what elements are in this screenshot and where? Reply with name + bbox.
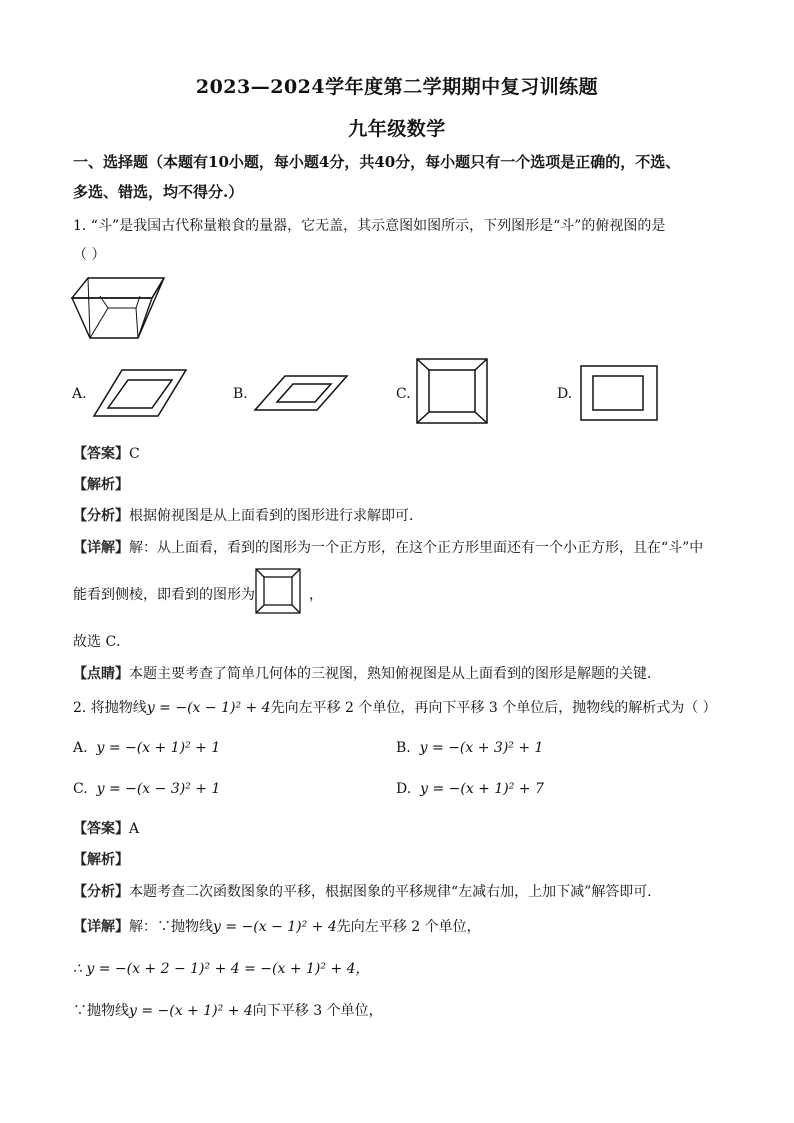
dou-3d-figure bbox=[70, 276, 166, 342]
q2-option-b: B. y = −(x + 3)² + 1 bbox=[396, 740, 544, 756]
q1-option-b-label: B. bbox=[233, 386, 248, 402]
q1-stem-line1: 1. “斗”是我国古代称量粮食的量器，它无盖，其示意图如图所示，下列图形是“斗”的俯视图的是 bbox=[73, 218, 666, 234]
q1-xiangjie-line2: 能看到侧棱，即看到的图形为 bbox=[73, 587, 255, 603]
q1-inline-top-view-figure bbox=[255, 568, 301, 614]
q1-conclusion: 故选 C． bbox=[73, 634, 131, 650]
q1-stem-line2: （ ） bbox=[73, 247, 106, 263]
q1-option-a-figure bbox=[92, 368, 188, 418]
q1-option-c-figure bbox=[416, 358, 488, 424]
section-heading-line2: 多选、错选，均不得分.） bbox=[73, 183, 244, 201]
q1-option-c-label: C. bbox=[396, 386, 411, 402]
page-title: 2023—2024学年度第二学期期中复习训练题 bbox=[195, 76, 599, 98]
q2-step1-line: 【详解】解：∵抛物线y = −(x − 1)² + 4先向左平移 2 个单位， bbox=[73, 919, 481, 935]
fenxi-tag: 【分析】 bbox=[73, 508, 129, 524]
xiangjie-tag: 【详解】 bbox=[73, 540, 129, 556]
q1-xiangjie-line1: 【详解】解：从上面看，看到的图形为一个正方形，在这个正方形里面还有一个小正方形，且在“斗”中 bbox=[73, 540, 704, 556]
q2-analysis-tag: 【解析】 bbox=[73, 852, 129, 868]
q1-fenxi-line bbox=[73, 505, 423, 525]
page-subtitle: 九年级数学 bbox=[348, 118, 446, 140]
q1-fenxi: 根据俯视图是从上面看到的图形进行求解即可． bbox=[129, 508, 423, 524]
q2-option-a: A. y = −(x + 1)² + 1 bbox=[73, 740, 221, 756]
q2-stem-formula: y = −(x − 1)² + 4 bbox=[146, 700, 271, 716]
q1-option-a-label: A. bbox=[72, 386, 87, 402]
q2-answer-line: 【答案】A bbox=[73, 821, 140, 837]
q1-option-b-figure bbox=[253, 374, 349, 412]
q2-fenxi-line: 【分析】本题考查二次函数图象的平移，根据图象的平移规律“左减右加，上加下减”解答即可． bbox=[73, 884, 662, 900]
q2-step2-line: ∴ y = −(x + 2 − 1)² + 4 = −(x + 1)² + 4， bbox=[73, 961, 370, 977]
q2-step3-line: ∵抛物线y = −(x + 1)² + 4向下平移 3 个单位， bbox=[73, 1003, 383, 1019]
q1-dianjing-line: 【点睛】本题主要考查了简单几何体的三视图，熟知俯视图是从上面看到的图形是解题的关键． bbox=[73, 666, 661, 682]
q1-analysis-tag: 【解析】 bbox=[73, 477, 129, 493]
q1-answer: C bbox=[129, 446, 140, 462]
dianjing-tag: 【点睛】 bbox=[73, 666, 129, 682]
q1-option-d-label: D. bbox=[557, 386, 573, 402]
q1-answer-line bbox=[73, 443, 140, 463]
section-heading-line1: 一、选择题（本题有10小题，每小题4分，共40分，每小题只有一个选项是正确的，不选、 bbox=[73, 153, 681, 171]
q2-stem: 2. 将抛物线y = −(x − 1)² + 4先向左平移 2 个单位，再向下平移 3 个单位后，抛物线的解析式为（ ） bbox=[73, 700, 717, 716]
q1-xiangjie-line2-tail: ， bbox=[309, 587, 323, 603]
q2-option-c: C. y = −(x − 3)² + 1 bbox=[73, 781, 221, 797]
answer-tag: 【答案】 bbox=[73, 446, 129, 462]
q1-option-d-figure bbox=[580, 365, 658, 421]
q2-option-d: D. y = −(x + 1)² + 7 bbox=[396, 781, 544, 797]
q2-answer: A bbox=[129, 821, 140, 837]
